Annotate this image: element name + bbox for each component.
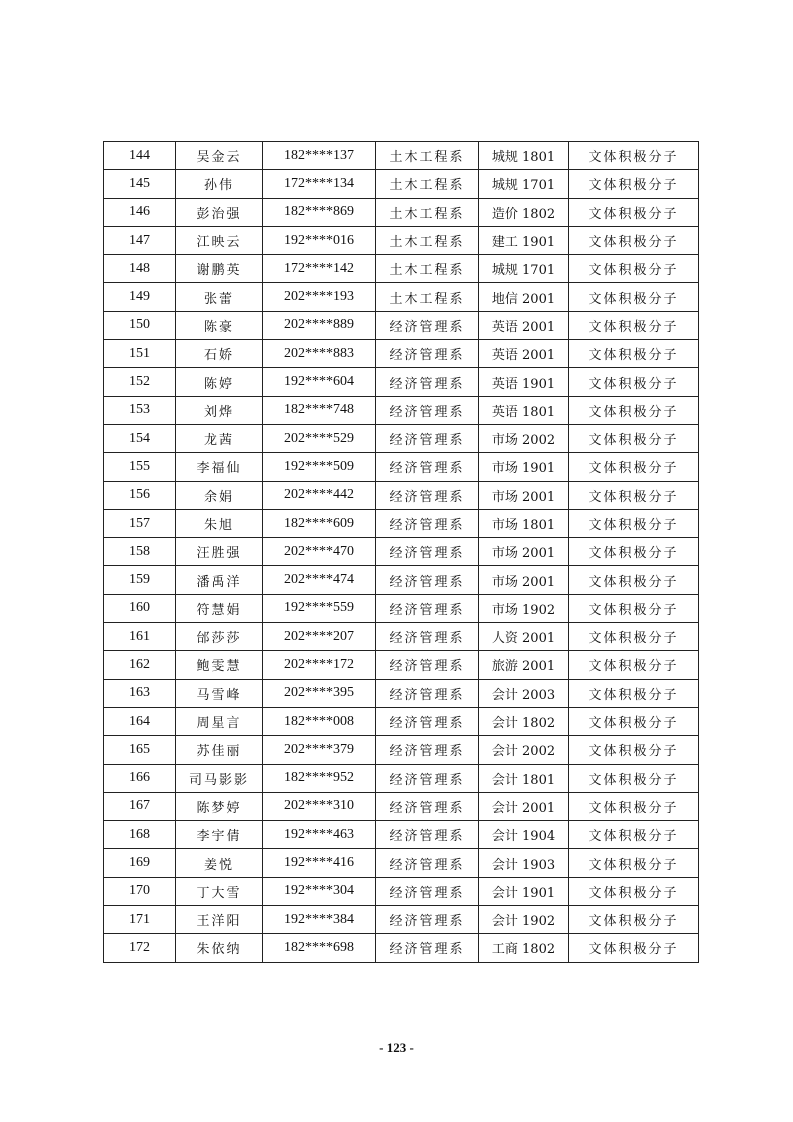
row-number: 145 [104, 170, 176, 198]
department: 土木工程系 [376, 198, 479, 226]
student-list-table [103, 141, 699, 963]
student-id: 182****748 [263, 396, 376, 424]
class: 英语 1901 [479, 368, 569, 396]
student-id: 202****395 [263, 679, 376, 707]
student-id: 202****193 [263, 283, 376, 311]
student-id: 202****889 [263, 311, 376, 339]
class: 人资 2001 [479, 623, 569, 651]
student-id: 202****310 [263, 792, 376, 820]
student-id: 192****416 [263, 849, 376, 877]
row-number: 168 [104, 821, 176, 849]
department: 经济管理系 [376, 368, 479, 396]
table-row [104, 142, 699, 170]
row-number: 144 [104, 142, 176, 170]
award: 文体积极分子 [569, 311, 699, 339]
class: 建工 1901 [479, 226, 569, 254]
class: 城规 1701 [479, 255, 569, 283]
award: 文体积极分子 [569, 679, 699, 707]
row-number: 165 [104, 736, 176, 764]
table-row [104, 396, 699, 424]
department: 经济管理系 [376, 594, 479, 622]
department: 土木工程系 [376, 283, 479, 311]
student-name: 李宇倩 [176, 821, 263, 849]
student-name: 陈婷 [176, 368, 263, 396]
class: 会计 1801 [479, 764, 569, 792]
row-number: 150 [104, 311, 176, 339]
row-number: 166 [104, 764, 176, 792]
row-number: 151 [104, 340, 176, 368]
row-number: 169 [104, 849, 176, 877]
award: 文体积极分子 [569, 538, 699, 566]
award: 文体积极分子 [569, 934, 699, 962]
class: 会计 2001 [479, 792, 569, 820]
class: 会计 2003 [479, 679, 569, 707]
student-id: 182****008 [263, 707, 376, 735]
class: 会计 2002 [479, 736, 569, 764]
award: 文体积极分子 [569, 821, 699, 849]
student-id: 202****207 [263, 623, 376, 651]
department: 经济管理系 [376, 651, 479, 679]
award: 文体积极分子 [569, 877, 699, 905]
page-number: - 123 - [379, 1040, 414, 1055]
class: 会计 1902 [479, 906, 569, 934]
class: 旅游 2001 [479, 651, 569, 679]
row-number: 152 [104, 368, 176, 396]
table-row [104, 821, 699, 849]
department: 土木工程系 [376, 255, 479, 283]
student-id: 202****172 [263, 651, 376, 679]
student-id: 182****609 [263, 509, 376, 537]
student-id: 202****470 [263, 538, 376, 566]
award: 文体积极分子 [569, 283, 699, 311]
student-name: 龙茜 [176, 424, 263, 452]
table-row [104, 481, 699, 509]
student-id: 202****883 [263, 340, 376, 368]
table-row [104, 566, 699, 594]
class: 会计 1904 [479, 821, 569, 849]
department: 经济管理系 [376, 311, 479, 339]
award: 文体积极分子 [569, 623, 699, 651]
student-name: 朱依纳 [176, 934, 263, 962]
student-name: 孙伟 [176, 170, 263, 198]
row-number: 167 [104, 792, 176, 820]
row-number: 158 [104, 538, 176, 566]
row-number: 149 [104, 283, 176, 311]
row-number: 161 [104, 623, 176, 651]
award: 文体积极分子 [569, 424, 699, 452]
department: 土木工程系 [376, 170, 479, 198]
table-row [104, 170, 699, 198]
award: 文体积极分子 [569, 340, 699, 368]
row-number: 153 [104, 396, 176, 424]
student-name: 丁大雪 [176, 877, 263, 905]
department: 经济管理系 [376, 792, 479, 820]
table-row [104, 679, 699, 707]
table-row [104, 453, 699, 481]
class: 会计 1802 [479, 707, 569, 735]
student-name: 李福仙 [176, 453, 263, 481]
student-name: 张蕾 [176, 283, 263, 311]
student-name: 鲍雯慧 [176, 651, 263, 679]
student-name: 陈梦婷 [176, 792, 263, 820]
award: 文体积极分子 [569, 736, 699, 764]
row-number: 162 [104, 651, 176, 679]
table-row [104, 849, 699, 877]
student-name: 姜悦 [176, 849, 263, 877]
class: 市场 2001 [479, 566, 569, 594]
class: 市场 1801 [479, 509, 569, 537]
department: 土木工程系 [376, 142, 479, 170]
student-id: 192****384 [263, 906, 376, 934]
table-row [104, 198, 699, 226]
department: 土木工程系 [376, 226, 479, 254]
class: 工商 1802 [479, 934, 569, 962]
table-row [104, 509, 699, 537]
award: 文体积极分子 [569, 764, 699, 792]
class: 市场 1902 [479, 594, 569, 622]
student-name: 司马影影 [176, 764, 263, 792]
table-row [104, 226, 699, 254]
student-name: 陈豪 [176, 311, 263, 339]
department: 经济管理系 [376, 707, 479, 735]
class: 地信 2001 [479, 283, 569, 311]
student-name: 苏佳丽 [176, 736, 263, 764]
row-number: 147 [104, 226, 176, 254]
student-id: 192****559 [263, 594, 376, 622]
student-id: 202****442 [263, 481, 376, 509]
table-row [104, 877, 699, 905]
row-number: 157 [104, 509, 176, 537]
table-row [104, 424, 699, 452]
student-id: 182****137 [263, 142, 376, 170]
row-number: 146 [104, 198, 176, 226]
department: 经济管理系 [376, 509, 479, 537]
student-id: 182****869 [263, 198, 376, 226]
student-id: 192****604 [263, 368, 376, 396]
department: 经济管理系 [376, 566, 479, 594]
student-name: 吴金云 [176, 142, 263, 170]
student-id: 172****134 [263, 170, 376, 198]
row-number: 155 [104, 453, 176, 481]
student-name: 石娇 [176, 340, 263, 368]
department: 经济管理系 [376, 538, 479, 566]
table-row [104, 764, 699, 792]
department: 经济管理系 [376, 906, 479, 934]
student-id: 192****304 [263, 877, 376, 905]
table-row [104, 538, 699, 566]
department: 经济管理系 [376, 453, 479, 481]
award: 文体积极分子 [569, 396, 699, 424]
department: 经济管理系 [376, 679, 479, 707]
student-name: 朱旭 [176, 509, 263, 537]
table-row [104, 623, 699, 651]
department: 经济管理系 [376, 623, 479, 651]
department: 经济管理系 [376, 481, 479, 509]
row-number: 154 [104, 424, 176, 452]
row-number: 159 [104, 566, 176, 594]
student-name: 邰莎莎 [176, 623, 263, 651]
student-id: 182****698 [263, 934, 376, 962]
student-name: 王洋阳 [176, 906, 263, 934]
row-number: 171 [104, 906, 176, 934]
award: 文体积极分子 [569, 368, 699, 396]
student-id: 192****509 [263, 453, 376, 481]
department: 经济管理系 [376, 849, 479, 877]
award: 文体积极分子 [569, 594, 699, 622]
department: 经济管理系 [376, 821, 479, 849]
student-name: 余娟 [176, 481, 263, 509]
student-name: 汪胜强 [176, 538, 263, 566]
award: 文体积极分子 [569, 906, 699, 934]
student-name: 马雪峰 [176, 679, 263, 707]
student-name: 周星言 [176, 707, 263, 735]
class: 英语 2001 [479, 340, 569, 368]
class: 市场 2001 [479, 481, 569, 509]
department: 经济管理系 [376, 396, 479, 424]
row-number: 156 [104, 481, 176, 509]
department: 经济管理系 [376, 424, 479, 452]
student-name: 彭治强 [176, 198, 263, 226]
student-name: 符慧娟 [176, 594, 263, 622]
award: 文体积极分子 [569, 198, 699, 226]
student-id: 182****952 [263, 764, 376, 792]
row-number: 172 [104, 934, 176, 962]
class: 英语 1801 [479, 396, 569, 424]
row-number: 164 [104, 707, 176, 735]
table-row [104, 792, 699, 820]
award: 文体积极分子 [569, 509, 699, 537]
award: 文体积极分子 [569, 481, 699, 509]
award: 文体积极分子 [569, 226, 699, 254]
award: 文体积极分子 [569, 255, 699, 283]
student-name: 江映云 [176, 226, 263, 254]
row-number: 148 [104, 255, 176, 283]
table-row [104, 340, 699, 368]
class: 会计 1901 [479, 877, 569, 905]
student-id: 202****529 [263, 424, 376, 452]
student-id: 192****016 [263, 226, 376, 254]
student-name: 谢鹏英 [176, 255, 263, 283]
student-name: 潘禹洋 [176, 566, 263, 594]
award: 文体积极分子 [569, 142, 699, 170]
department: 经济管理系 [376, 877, 479, 905]
row-number: 163 [104, 679, 176, 707]
class: 城规 1801 [479, 142, 569, 170]
award: 文体积极分子 [569, 707, 699, 735]
class: 市场 1901 [479, 453, 569, 481]
student-id: 172****142 [263, 255, 376, 283]
table-row [104, 594, 699, 622]
class: 市场 2002 [479, 424, 569, 452]
table-row [104, 906, 699, 934]
class: 英语 2001 [479, 311, 569, 339]
class: 造价 1802 [479, 198, 569, 226]
department: 经济管理系 [376, 764, 479, 792]
award: 文体积极分子 [569, 651, 699, 679]
department: 经济管理系 [376, 340, 479, 368]
table-row [104, 283, 699, 311]
department: 经济管理系 [376, 736, 479, 764]
table-row [104, 934, 699, 962]
student-name: 刘烨 [176, 396, 263, 424]
table-row [104, 736, 699, 764]
student-id: 202****474 [263, 566, 376, 594]
table-body [104, 142, 699, 963]
student-id: 202****379 [263, 736, 376, 764]
row-number: 160 [104, 594, 176, 622]
class: 会计 1903 [479, 849, 569, 877]
student-id: 192****463 [263, 821, 376, 849]
class: 市场 2001 [479, 538, 569, 566]
row-number: 170 [104, 877, 176, 905]
table-row [104, 651, 699, 679]
award: 文体积极分子 [569, 849, 699, 877]
award: 文体积极分子 [569, 170, 699, 198]
department: 经济管理系 [376, 934, 479, 962]
table-row [104, 311, 699, 339]
table-row [104, 255, 699, 283]
award: 文体积极分子 [569, 453, 699, 481]
award: 文体积极分子 [569, 566, 699, 594]
class: 城规 1701 [479, 170, 569, 198]
award: 文体积极分子 [569, 792, 699, 820]
table-row [104, 368, 699, 396]
table-row [104, 707, 699, 735]
